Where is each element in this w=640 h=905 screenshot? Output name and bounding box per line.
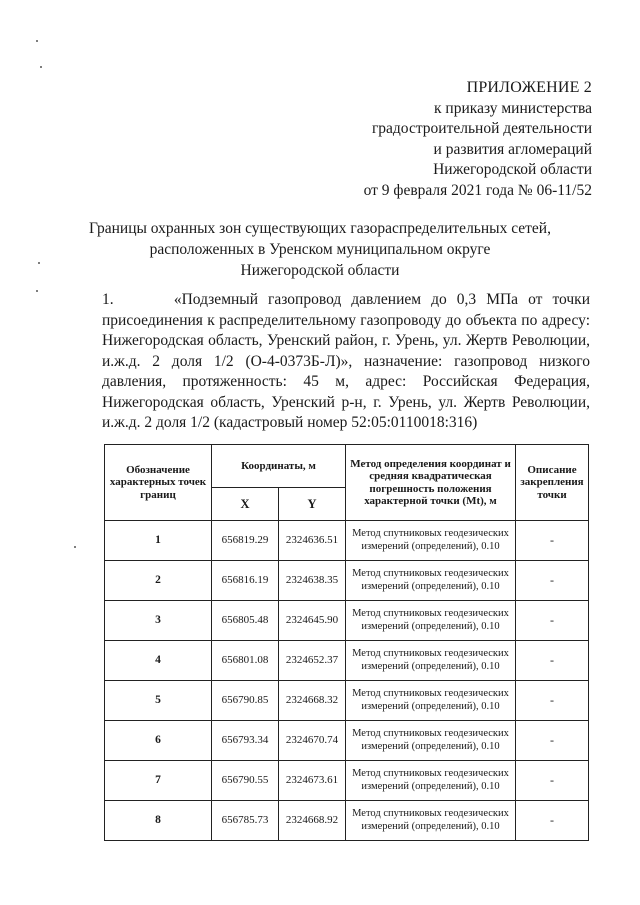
- cell-description: -: [516, 761, 589, 801]
- coordinates-table: [104, 444, 589, 841]
- cell-point: 8: [105, 801, 212, 841]
- header-x: X: [212, 488, 279, 521]
- cell-description: -: [516, 681, 589, 721]
- cell-x: 656801.08: [212, 641, 279, 681]
- appendix-header: [364, 78, 592, 201]
- document-title: [60, 218, 580, 281]
- table-row: [105, 641, 589, 681]
- cell-x: 656790.55: [212, 761, 279, 801]
- table-row: [105, 561, 589, 601]
- appendix-line: и развития агломераций: [433, 140, 592, 158]
- appendix-line: Нижегородской области: [433, 161, 592, 178]
- cell-y: 2324670.74: [279, 721, 346, 761]
- cell-method: Метод спутниковых геодезических измерений (определений), 0.10: [346, 641, 516, 681]
- cell-method: Метод спутниковых геодезических измерений (определений), 0.10: [346, 521, 516, 561]
- table-row: [105, 721, 589, 761]
- title-line: расположенных в Уренском муниципальном округе: [149, 241, 491, 258]
- table-row: [105, 801, 589, 841]
- table-row: [105, 521, 589, 561]
- cell-point: 5: [105, 681, 212, 721]
- cell-point: 6: [105, 721, 212, 761]
- cell-point: 7: [105, 761, 212, 801]
- cell-point: 2: [105, 561, 212, 601]
- cell-point: 3: [105, 601, 212, 641]
- cell-y: 2324645.90: [279, 601, 346, 641]
- cell-description: -: [516, 721, 589, 761]
- cell-y: 2324673.61: [279, 761, 346, 801]
- table-row: [105, 681, 589, 721]
- cell-x: 656785.73: [212, 801, 279, 841]
- cell-y: 2324636.51: [279, 521, 346, 561]
- scan-speck: [36, 290, 38, 292]
- cell-method: Метод спутниковых геодезических измерений (определений), 0.10: [346, 561, 516, 601]
- cell-y: 2324638.35: [279, 561, 346, 601]
- object-description-paragraph: 1. «Подземный газопровод давлением до 0,3 МПа от точки присоединения к распределительному газопроводу до объекта по адресу: Нижегородская область, Уренский район, г. Урень, ул. Жертв Революции, и.ж.д. 2 доля 1/2 (О-4-0373Б-Л)», назначение: газопровод низкого давления, протяженность: 45 м, адрес: Российская Федерация, Нижегородская область, Уренский р-н, г. Урень, ул. Жертв Революции, и.ж.д. 2 доля 1/2 (кадастровый номер 52:05:0110018:316): [102, 291, 590, 431]
- scan-speck: [38, 262, 40, 264]
- cell-y: 2324668.32: [279, 681, 346, 721]
- cell-y: 2324668.92: [279, 801, 346, 841]
- cell-method: Метод спутниковых геодезических измерений (определений), 0.10: [346, 681, 516, 721]
- cell-method: Метод спутниковых геодезических измерений (определений), 0.10: [346, 601, 516, 641]
- appendix-line: к приказу министерства: [434, 99, 592, 117]
- cell-point: 1: [105, 521, 212, 561]
- table-row: [105, 601, 589, 641]
- title-line: Нижегородской области: [240, 262, 400, 279]
- cell-x: 656819.29: [212, 521, 279, 561]
- cell-description: -: [516, 641, 589, 681]
- appendix-line: градостроительной деятельности: [371, 120, 592, 137]
- cell-x: 656793.34: [212, 721, 279, 761]
- scan-speck: [74, 546, 76, 548]
- cell-point: 4: [105, 641, 212, 681]
- header-description: Описание закрепления точки: [516, 445, 589, 521]
- header-y: Y: [279, 488, 346, 521]
- cell-method: Метод спутниковых геодезических измерений (определений), 0.10: [346, 801, 516, 841]
- cell-description: -: [516, 521, 589, 561]
- scan-speck: [36, 40, 38, 42]
- cell-x: 656790.85: [212, 681, 279, 721]
- header-coordinates: Координаты, м: [212, 445, 346, 488]
- scan-speck: [40, 66, 42, 68]
- title-line: Границы охранных зон существующих газораспределительных сетей,: [89, 220, 551, 237]
- cell-y: 2324652.37: [279, 641, 346, 681]
- cell-x: 656805.48: [212, 601, 279, 641]
- table-row: [105, 761, 589, 801]
- header-point: Обозначение характерных точек границ: [105, 445, 212, 521]
- cell-method: Метод спутниковых геодезических измерений (определений), 0.10: [346, 761, 516, 801]
- cell-description: -: [516, 601, 589, 641]
- header-method: Метод определения координат и средняя квадратическая погрешность положения характерной точки (Mt), м: [346, 445, 516, 521]
- appendix-date-line: от 9 февраля 2021 года № 06-11/52: [363, 181, 592, 199]
- cell-description: -: [516, 561, 589, 601]
- appendix-title: ПРИЛОЖЕНИЕ 2: [466, 79, 592, 96]
- cell-x: 656816.19: [212, 561, 279, 601]
- cell-description: -: [516, 801, 589, 841]
- cell-method: Метод спутниковых геодезических измерений (определений), 0.10: [346, 721, 516, 761]
